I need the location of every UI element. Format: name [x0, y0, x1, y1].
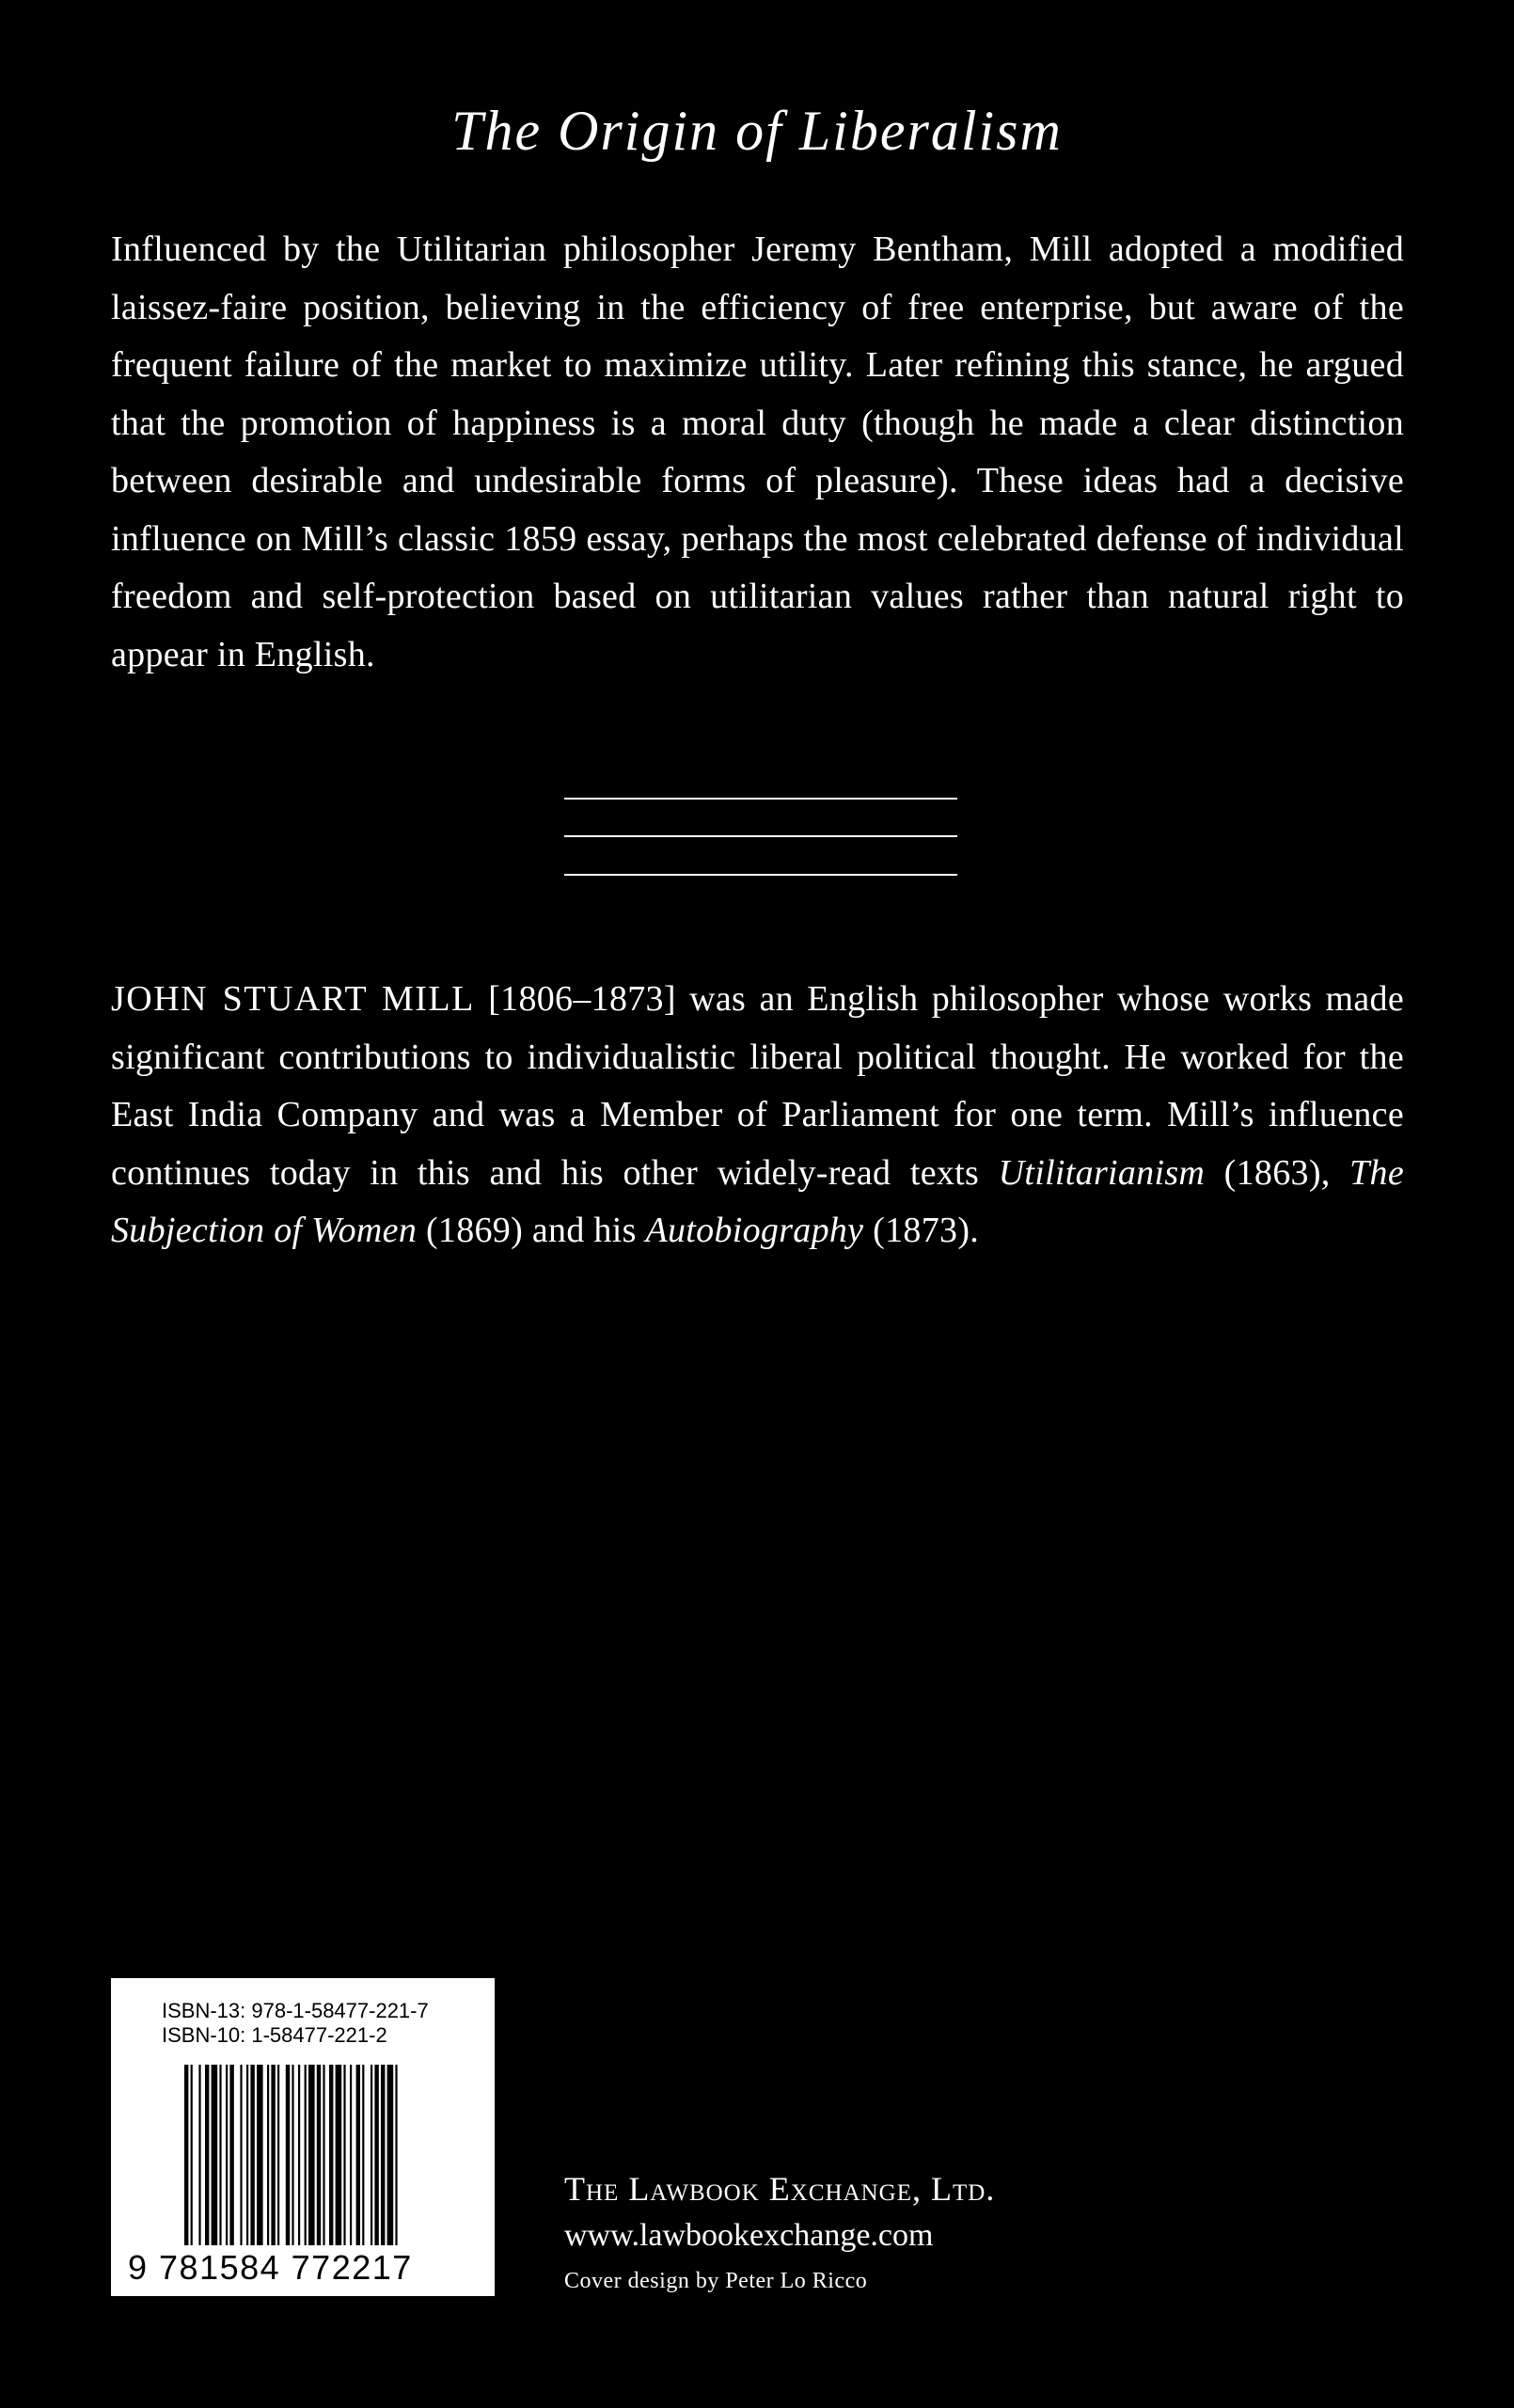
- barcode-bar: [226, 2065, 228, 2245]
- work-title: Utilitarianism: [998, 1152, 1206, 1193]
- barcode-bar: [250, 2065, 254, 2245]
- barcode-bar: [317, 2065, 321, 2245]
- barcode-bar: [387, 2065, 394, 2245]
- barcode-bar: [205, 2065, 209, 2245]
- barcode-bar: [323, 2065, 324, 2245]
- author-name: JOHN STUART MILL: [111, 979, 475, 1019]
- publisher-url[interactable]: www.lawbookexchange.com: [564, 2218, 934, 2253]
- barcode-bar: [219, 2065, 221, 2245]
- barcode-bar: [292, 2065, 293, 2245]
- barcode-bar: [371, 2065, 372, 2245]
- divider-line: [564, 798, 957, 800]
- bio-text: (1869) and his: [417, 1211, 646, 1250]
- bio-text: (1873).: [863, 1211, 980, 1250]
- bio-text: (1863),: [1205, 1152, 1350, 1193]
- barcode-bar: [350, 2065, 352, 2245]
- isbn-13: ISBN-13: 978-1-58477-221-7: [162, 1999, 429, 2022]
- barcode-bar: [305, 2065, 307, 2245]
- barcode-bar: [212, 2065, 218, 2245]
- cover-credit: Cover design by Peter Lo Ricco: [564, 2269, 868, 2293]
- barcode-bar: [198, 2065, 200, 2245]
- bio-text: [1806–1873] was an English philosopher whose works made significant contributions to individualistic liberal political thought. He worked for the East India Company and was a Member of Parliament for one term. Mill’s influence continues today in this and his other widely-read texts: [111, 979, 1404, 1193]
- barcode-bar: [298, 2065, 300, 2245]
- barcode-digits: 9 781584 772217: [128, 2248, 413, 2287]
- book-summary: Influenced by the Utilitarian philosopher Jeremy Bentham, Mill adopted a modified laissez-faire position, believing in the efficiency of free enterprise, but aware of the frequent failure of the market to maximize utility. Later refining this stance, he argued that the promotion of happiness is a moral duty (though he made a clear distinction between desirable and undesirable forms of pleasure). These ideas had a decisive influence on Mill’s classic 1859 essay, perhaps the most celebrated defense of individual freedom and self-protection based on utilitarian values rather than natural right to appear in English.: [111, 230, 1404, 674]
- barcode-bar: [191, 2065, 193, 2245]
- barcode-bar: [267, 2065, 269, 2245]
- author-bio: [111, 971, 1404, 1260]
- barcode-bar: [329, 2065, 333, 2245]
- publisher-name: The Lawbook Exchange, Ltd.: [564, 2170, 996, 2208]
- barcode-bar: [229, 2065, 233, 2245]
- divider-line: [564, 874, 957, 876]
- divider-line: [564, 835, 957, 837]
- barcode-bar: [362, 2065, 364, 2245]
- barcode-bar: [277, 2065, 279, 2245]
- book-title: The Origin of Liberalism: [451, 100, 1063, 162]
- barcode-bar: [240, 2065, 242, 2245]
- barcode-bar: [381, 2065, 385, 2245]
- isbn-10: ISBN-10: 1-58477-221-2: [162, 2023, 387, 2047]
- barcode-label: [111, 1978, 495, 2296]
- barcode-bar: [343, 2065, 345, 2245]
- barcode-bar: [271, 2065, 275, 2245]
- barcode-bar: [395, 2065, 397, 2245]
- barcode-bar: [286, 2065, 290, 2245]
- barcode-bar: [374, 2065, 378, 2245]
- barcode-bar: [308, 2065, 315, 2245]
- barcode-bar: [336, 2065, 342, 2245]
- barcode-bar: [257, 2065, 263, 2245]
- barcode-bar: [246, 2065, 248, 2245]
- barcode-bar: [356, 2065, 360, 2245]
- work-title: Autobiography: [645, 1211, 864, 1250]
- work-title: The Subjection of Women: [111, 1152, 1404, 1250]
- barcode-image: [184, 2065, 457, 2245]
- barcode-bar: [184, 2065, 188, 2245]
